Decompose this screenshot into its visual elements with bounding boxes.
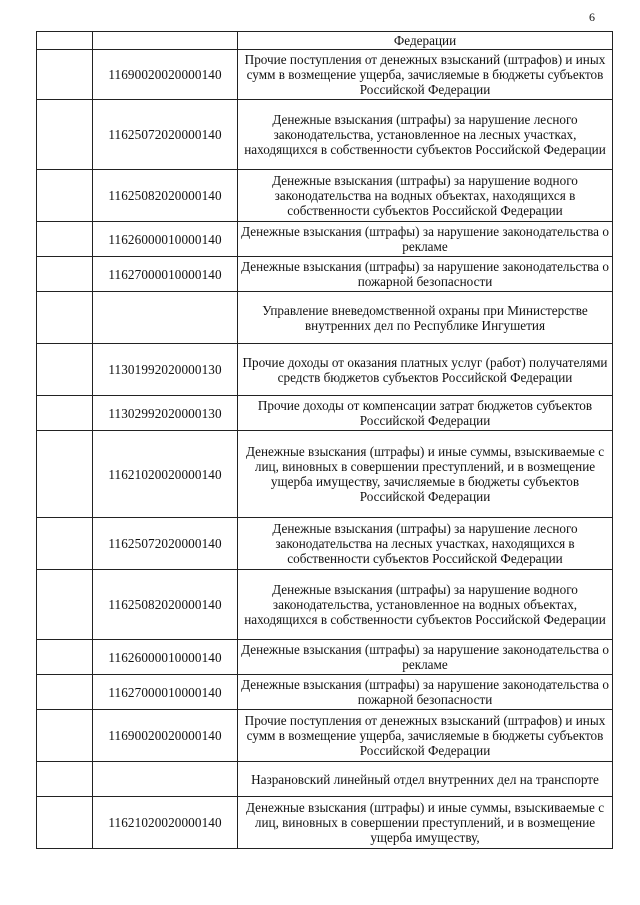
admin-code-cell xyxy=(37,675,93,710)
revenue-code-cell: 11301992020000130 xyxy=(93,344,238,396)
table-row xyxy=(37,100,613,170)
admin-code-cell xyxy=(37,518,93,570)
table-row xyxy=(37,431,613,518)
admin-code-cell xyxy=(37,640,93,675)
admin-code-cell xyxy=(37,570,93,640)
table-row xyxy=(37,50,613,100)
table-row xyxy=(37,257,613,292)
revenue-code-cell: 11690020020000140 xyxy=(93,710,238,762)
table-row xyxy=(37,797,613,849)
revenue-code-cell: 11626000010000140 xyxy=(93,640,238,675)
revenue-code-cell: 11302992020000130 xyxy=(93,396,238,431)
table-row xyxy=(37,396,613,431)
description-cell: Денежные взыскания (штрафы) за нарушение законодательства о пожарной безопасности xyxy=(238,675,613,710)
description-cell: Денежные взыскания (штрафы) за нарушение лесного законодательства на лесных участках, находящихся в собственности субъектов Российской Федерации xyxy=(238,518,613,570)
table-row xyxy=(37,222,613,257)
revenue-code-cell xyxy=(93,762,238,797)
revenue-code-cell: 11625072020000140 xyxy=(93,100,238,170)
table-row xyxy=(37,710,613,762)
revenue-code-cell: 11625072020000140 xyxy=(93,518,238,570)
description-cell: Прочие доходы от компенсации затрат бюджетов субъектов Российской Федерации xyxy=(238,396,613,431)
revenue-code-cell xyxy=(93,292,238,344)
revenue-code-cell: 11621020020000140 xyxy=(93,431,238,518)
admin-code-cell xyxy=(37,344,93,396)
revenue-code-cell: 11625082020000140 xyxy=(93,170,238,222)
description-cell: Денежные взыскания (штрафы) за нарушение законодательства о рекламе xyxy=(238,222,613,257)
description-cell: Денежные взыскания (штрафы) и иные суммы, взыскиваемые с лиц, виновных в совершении преступлений, и в возмещение ущерба имуществу, зачисляемые в бюджеты субъектов Российской Федерации xyxy=(238,431,613,518)
description-cell: Назрановский линейный отдел внутренних дел на транспорте xyxy=(238,762,613,797)
page-number: 6 xyxy=(589,10,595,24)
revenue-code-cell xyxy=(93,32,238,50)
admin-code-cell xyxy=(37,170,93,222)
revenue-code-cell: 11626000010000140 xyxy=(93,222,238,257)
revenue-code-cell: 11690020020000140 xyxy=(93,50,238,100)
admin-code-cell xyxy=(37,292,93,344)
admin-code-cell xyxy=(37,100,93,170)
description-cell: Денежные взыскания (штрафы) за нарушение законодательства о пожарной безопасности xyxy=(238,257,613,292)
admin-code-cell xyxy=(37,431,93,518)
admin-code-cell xyxy=(37,762,93,797)
description-cell: Управление вневедомственной охраны при Министерстве внутренних дел по Республике Ингушетия xyxy=(238,292,613,344)
revenue-code-cell: 11627000010000140 xyxy=(93,257,238,292)
table-row xyxy=(37,518,613,570)
admin-code-cell xyxy=(37,257,93,292)
table-row xyxy=(37,762,613,797)
table-row xyxy=(37,292,613,344)
description-cell: Федерации xyxy=(238,32,613,50)
table-row xyxy=(37,570,613,640)
revenue-code-cell: 11621020020000140 xyxy=(93,797,238,849)
description-cell: Денежные взыскания (штрафы) за нарушение законодательства о рекламе xyxy=(238,640,613,675)
admin-code-cell xyxy=(37,710,93,762)
description-cell: Денежные взыскания (штрафы) за нарушение водного законодательства, установленное на водных объектах, находящихся в собственности субъектов Российской Федерации xyxy=(238,570,613,640)
admin-code-cell xyxy=(37,396,93,431)
description-cell: Прочие поступления от денежных взысканий (штрафов) и иных сумм в возмещение ущерба, зачисляемые в бюджеты субъектов Российской Федерации xyxy=(238,50,613,100)
admin-code-cell xyxy=(37,50,93,100)
revenue-code-cell: 11627000010000140 xyxy=(93,675,238,710)
revenue-code-cell: 11625082020000140 xyxy=(93,570,238,640)
description-cell: Денежные взыскания (штрафы) за нарушение лесного законодательства, установленное на лесных участках, находящихся в собственности субъектов Российской Федерации xyxy=(238,100,613,170)
admin-code-cell xyxy=(37,32,93,50)
table-row xyxy=(37,170,613,222)
admin-code-cell xyxy=(37,797,93,849)
table-row xyxy=(37,675,613,710)
table-row xyxy=(37,32,613,50)
table-row xyxy=(37,344,613,396)
description-cell: Прочие доходы от оказания платных услуг (работ) получателями средств бюджетов субъектов Российской Федерации xyxy=(238,344,613,396)
description-cell: Денежные взыскания (штрафы) и иные суммы, взыскиваемые с лиц, виновных в совершении преступлений, и в возмещение ущерба имуществу, xyxy=(238,797,613,849)
description-cell: Прочие поступления от денежных взысканий (штрафов) и иных сумм в возмещение ущерба, зачисляемые в бюджеты субъектов Российской Федерации xyxy=(238,710,613,762)
budget-revenue-table xyxy=(36,31,613,849)
description-cell: Денежные взыскания (штрафы) за нарушение водного законодательства на водных объектах, находящихся в собственности субъектов Российской Федерации xyxy=(238,170,613,222)
admin-code-cell xyxy=(37,222,93,257)
table-row xyxy=(37,640,613,675)
